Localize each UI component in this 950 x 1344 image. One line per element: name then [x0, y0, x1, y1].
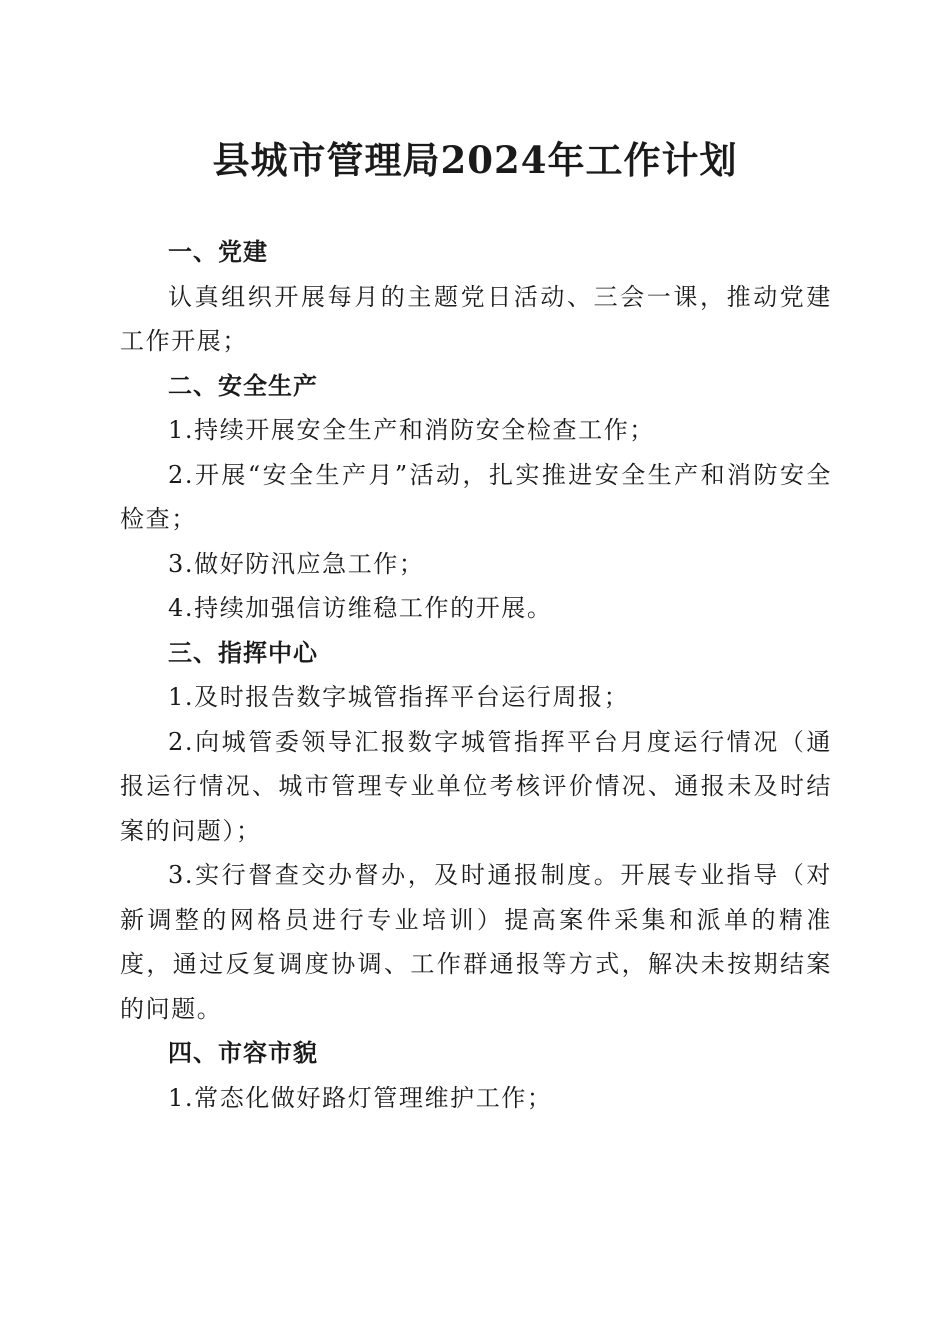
- document-body: [120, 230, 832, 1120]
- section-heading-party-building: 一、党建: [168, 238, 268, 266]
- paragraph: 1.及时报告数字城管指挥平台运行周报；: [168, 683, 630, 711]
- paragraph: 3.做好防汛应急工作；: [168, 549, 425, 578]
- section-heading-safety-production: 二、安全生产: [168, 371, 318, 400]
- section-heading-city-appearance: 四、市容市貌: [168, 1039, 318, 1067]
- paragraph: 1.持续开展安全生产和消防安全检查工作；: [168, 416, 655, 444]
- paragraph: 2.开展“安全生产月”活动，扎实推进安全生产和消防安全检查；: [120, 460, 832, 533]
- paragraph: 3.实行督查交办督办，及时通报制度。开展专业指导（对新调整的网格员进行专业培训）提高案件采集和派单的精准度，通过反复调度协调、工作群通报等方式，解决未按期结案的问题。: [120, 861, 832, 1023]
- paragraph: 认真组织开展每月的主题党日活动、三会一课，推动党建工作开展；: [120, 282, 832, 355]
- document-title: 县城市管理局2024年工作计划: [212, 138, 738, 182]
- paragraph: 1.常态化做好路灯管理维护工作；: [168, 1083, 553, 1112]
- paragraph: 2.向城管委领导汇报数字城管指挥平台月度运行情况（通报运行情况、城市管理专业单位考核评价情况、通报未及时结案的问题）；: [120, 727, 832, 845]
- section-heading-command-center: 三、指挥中心: [168, 638, 318, 667]
- paragraph: 4.持续加强信访维稳工作的开展。: [168, 594, 553, 622]
